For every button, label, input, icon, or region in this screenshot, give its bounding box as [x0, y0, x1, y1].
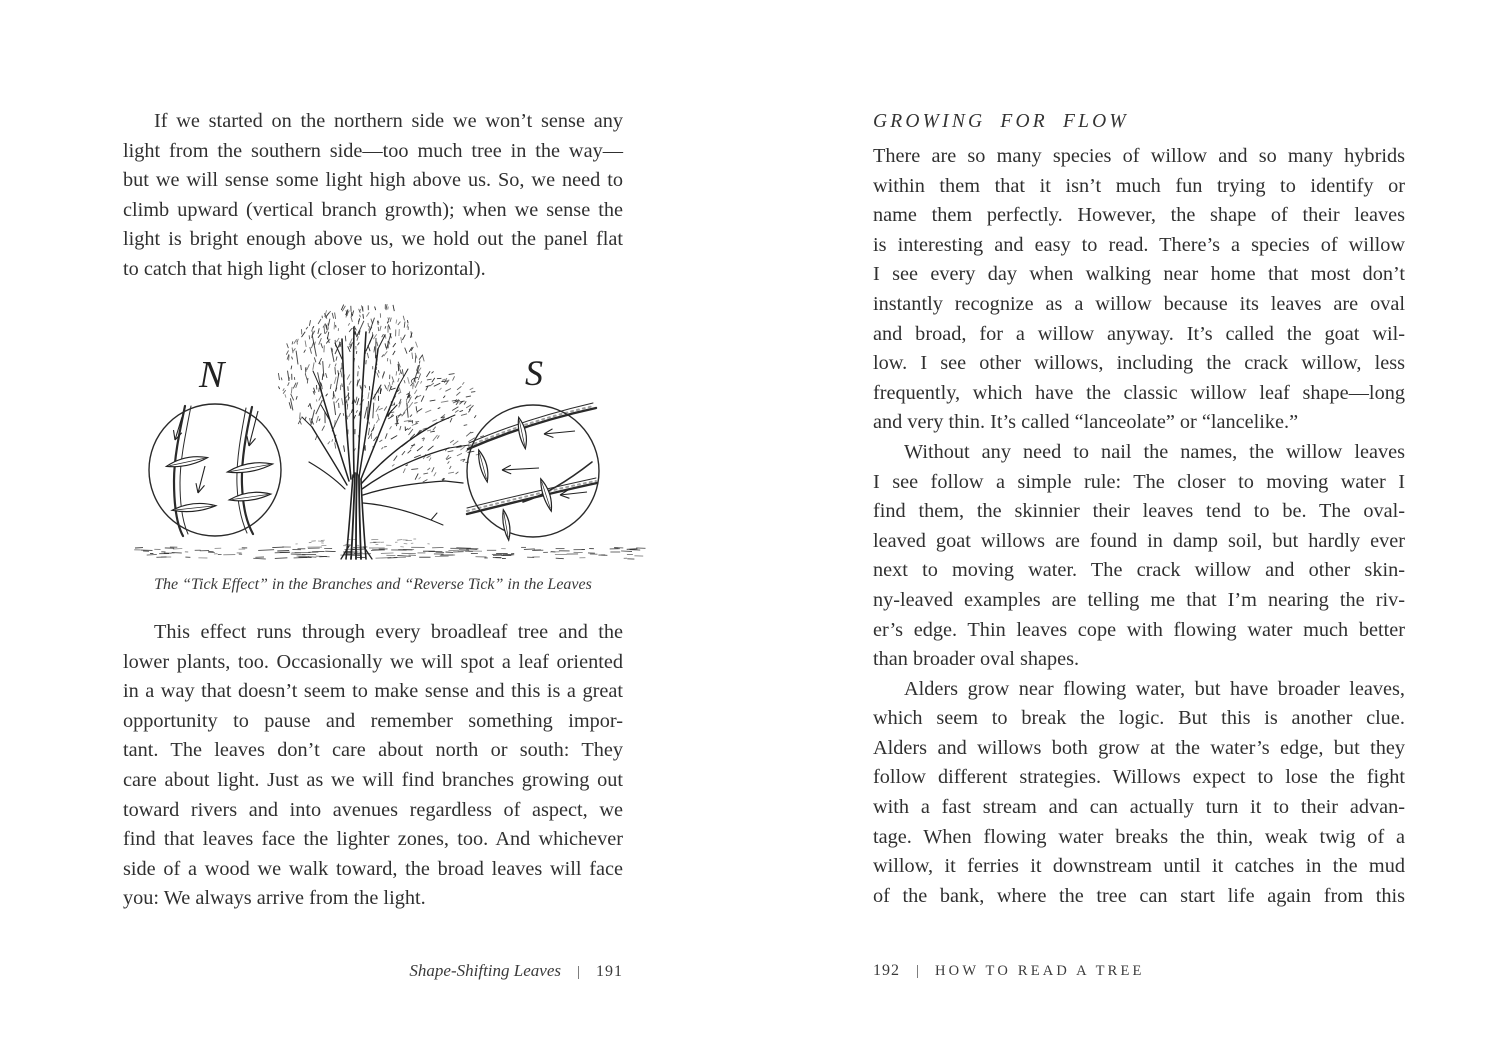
figure-caption: The “Tick Effect” in the Branches and “Reverse Tick” in the Leaves — [154, 576, 592, 593]
text-line: willow, it ferries it downstream until it catches in the mud — [873, 855, 1405, 878]
north-arrows — [174, 411, 259, 493]
text-line: but we will sense some light high above us. So, we need to — [123, 169, 623, 192]
right-running-footer — [873, 962, 1405, 980]
text-line: lower plants, too. Occasionally we will spot a leaf oriented — [123, 650, 623, 673]
section-heading: GROWING FOR FLOW — [873, 111, 1129, 132]
text-line: which seem to break the logic. But this is another clue. — [873, 707, 1405, 730]
text-line: frequently, which have the classic willow leaf shape—long — [873, 381, 1405, 404]
paragraph-alders — [873, 675, 1405, 912]
paragraph-simple-rule — [873, 438, 1405, 675]
right-page-text — [873, 142, 1405, 911]
text-line: to catch that high light (closer to horizontal). — [123, 257, 486, 280]
footer-separator: | — [916, 963, 920, 979]
ground-hatching — [134, 539, 645, 559]
south-label: S — [525, 353, 543, 393]
text-line: leaved goat willows are found in damp soil, but hardly ever — [873, 529, 1405, 552]
footer-separator: | — [576, 964, 580, 980]
text-line: light from the southern side—too much tree in the way— — [123, 139, 623, 162]
text-line: with a fast stream and can actually turn it to their advan- — [873, 796, 1405, 819]
book-title: HOW TO READ A TREE — [935, 963, 1145, 979]
paragraph-tick-effect — [123, 618, 623, 914]
text-line: of the bank, where the tree can start life again from this — [873, 884, 1405, 907]
page-number-192: 192 — [873, 962, 900, 979]
tree-illustration — [125, 299, 655, 569]
north-detail-circle — [149, 404, 281, 536]
text-line: follow different strategies. Willows expect to lose the fight — [873, 766, 1405, 789]
tick-effect-figure — [125, 299, 655, 569]
north-label: N — [199, 354, 225, 396]
text-line: find that leaves face the lighter zones, too. And whichever — [123, 828, 623, 851]
text-line: you: We always arrive from the light. — [123, 887, 426, 910]
text-line: I see follow a simple rule: The closer to moving water I — [873, 470, 1405, 493]
text-line: Alders and willows both grow at the water’s edge, but they — [873, 736, 1405, 759]
text-line: is interesting and easy to read. There’s a species of willow — [873, 233, 1405, 256]
text-line: There are so many species of willow and so many hybrids — [873, 145, 1405, 167]
paragraph-willow-species — [873, 142, 1405, 438]
text-line: in a way that doesn’t seem to make sense and this is a great — [123, 680, 623, 703]
text-line: Without any need to nail the names, the willow leaves — [904, 440, 1405, 463]
chapter-title: Shape-Shifting Leaves — [409, 961, 561, 980]
text-line: ny-leaved examples are telling me that I’m nearing the riv- — [873, 588, 1405, 611]
text-line: care about light. Just as we will find branches growing out — [123, 768, 623, 791]
text-line: and broad, for a willow anyway. It’s called the goat wil- — [873, 322, 1405, 345]
text-line: and very thin. It’s called “lanceolate” or “lancelike.” — [873, 411, 1299, 434]
text-line: instantly recognize as a willow because its leaves are oval — [873, 292, 1405, 315]
tree-canopy — [278, 304, 484, 482]
text-line: light is bright enough above us, we hold out the panel flat — [123, 228, 623, 251]
left-running-footer — [123, 961, 623, 981]
text-line: opportunity to pause and remember something impor- — [123, 709, 623, 732]
paragraph-light-sensing — [123, 107, 623, 285]
text-line: name them perfectly. However, the shape of their leaves — [873, 204, 1405, 227]
text-line: tant. The leaves don’t care about north or south: They — [123, 739, 623, 762]
text-line: climb upward (vertical branch growth); when we sense the — [123, 198, 623, 221]
text-line: I see every day when walking near home that most don’t — [873, 263, 1405, 286]
text-line: If we started on the northern side we won’t sense any — [154, 110, 623, 132]
text-line: next to moving water. The crack willow and other skin- — [873, 559, 1405, 582]
tree-branches — [302, 327, 469, 559]
text-line: than broader oval shapes. — [873, 648, 1080, 671]
text-line: toward rivers and into avenues regardless of aspect, we — [123, 798, 623, 821]
text-line: low. I see other willows, including the crack willow, less — [873, 352, 1405, 375]
north-leaves — [166, 453, 274, 513]
text-line: within them that it isn’t much fun trying to identify or — [873, 174, 1405, 197]
page-number-191: 191 — [596, 963, 623, 980]
text-line: side of a wood we walk toward, the broad leaves will face — [123, 857, 623, 880]
text-line: er’s edge. Thin leaves cope with flowing water much better — [873, 618, 1405, 641]
text-line: tage. When flowing water breaks the thin, weak twig of a — [873, 825, 1405, 848]
text-line: find them, the skinnier their leaves tend to be. The oval- — [873, 500, 1405, 523]
text-line: Alders grow near flowing water, but have broader leaves, — [904, 677, 1405, 700]
text-line: This effect runs through every broadleaf tree and the — [154, 621, 623, 643]
